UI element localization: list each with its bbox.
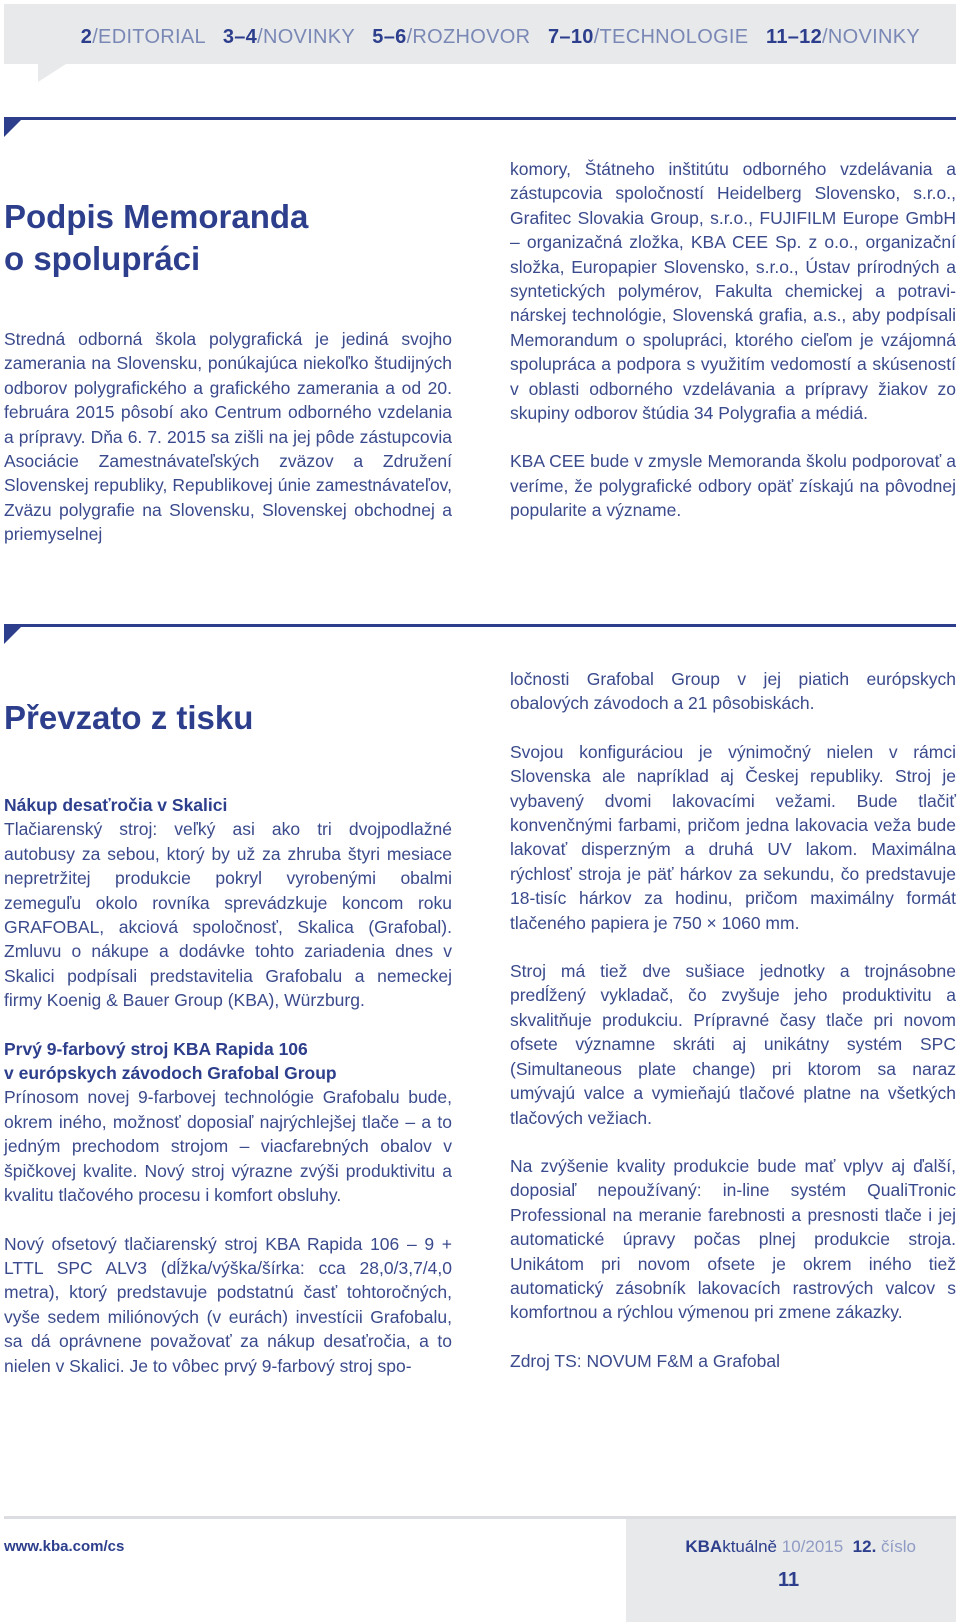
title-line: Podpis Memoranda xyxy=(4,198,309,235)
nav-item-technologie[interactable] xyxy=(536,26,748,48)
paragraph xyxy=(4,1037,452,1208)
nav-item-number: 2 xyxy=(80,26,93,48)
nav-item-label: /TECHNOLOGIE xyxy=(593,26,749,48)
paragraph: Stredná odborná škola polygrafická je jediná svojho zamerania na Slovensku, ponúkajúca niekoľko študijných odborov polygrafického a grafického zamerania a od 20. februára 2015 pôsobí ako Centrum odborného vzdelania a prípravy. Dňa 6. 7. 2015 sa zišli na jej pôde zástupcovia Asociácie Zamestnávateľských zväzov a Združení Slovenskej republiky, Republikovej únie zamestnávateľov, Zväzu polygrafie na Slovensku, Slovenskej obchodnej a priemyselnej xyxy=(4,329,452,545)
paragraph: komory, Štátneho inštitútu odborného vzdelávania a zástupcovia spoločností Heidelberg Slovensko, s.r.o., Grafitec Slovakia Group, s.r.o., FUJIFILM Europe GmbH – organizačná zložka, KBA CEE Sp. z o.o., organizační složka, Europapier Slovensko, s.r.o., Ústav prírodných a syntetických polymérov, Fakulta chemickej a potravinárskej technológie, Slovenská grafia, a.s., aby podpísali Memorandum o spolupráci, ktorého cieľom je vzájomná spolupráca a podpora s využitím vedomostí a skúseností v oblasti odborného vzdelávania a prípravy žiakov zo skupiny odborov štúdia 34 Polygrafia a médiá. xyxy=(510,159,956,424)
section-navigation-bar xyxy=(4,4,956,64)
article-title-prevzato: Převzato z tisku xyxy=(4,699,254,736)
brand-kba: KBA xyxy=(685,1537,723,1556)
section-divider xyxy=(4,117,956,120)
issue-label: číslo xyxy=(881,1537,916,1556)
memorandum-right-column xyxy=(510,157,956,523)
footer-issue-box xyxy=(626,1519,956,1622)
nav-item-number: 3–4 xyxy=(222,26,258,48)
issue-date: 10/2015 xyxy=(781,1537,844,1556)
subheading: Nákup desaťročia v Skalici xyxy=(4,795,228,815)
subheading: v európskych závodoch Grafobal Group xyxy=(4,1063,337,1084)
nav-item-label: /NOVINKY xyxy=(822,26,920,48)
nav-item-number: 7–10 xyxy=(547,26,594,48)
paragraph: Svojou konfiguráciou je výnimočný nielen v rámci Slovenska ale napríklad aj Českej republiky. Stroj je vybavený dvomi lakovacími vežami. Bude tlačiť konvenčnými farbami, pričom jedna lakovacia veža bude lakovať disperzným a druhá UV lakom. Maximálna rýchlosť stroja je päť hárkov za sekundu, čo predstavuje 18-tisíc hárkov za hodinu, pričom maximálny formát tlačeného papiera je 750 × 1060 mm. xyxy=(510,741,956,933)
paragraph: ločnosti Grafobal Group v jej piatich európskych obalových závodoch a 21 pôsobiskách. xyxy=(510,669,956,714)
subheading: Prvý 9-farbový stroj KBA Rapida 106 xyxy=(4,1038,308,1059)
paragraph: Nový ofsetový tlačiarenský stroj KBA Rapida 106 – 9 + LTTL SPC ALV3 (dĺžka/výška/šírka: cca 28,0/3,7/4,0 metra), ktorý predstavuje podstatnú časť tohtoročných, vyše sedem miliónových (v eurách) investícii Grafobalu, sa dá oprávnene považovať za nákup desaťročia, a to nielen v Skalici. Je to vôbec prvý 9-farbový stroj spo- xyxy=(4,1233,452,1376)
page-number: 11 xyxy=(778,1569,800,1591)
section-divider-corner xyxy=(4,117,24,137)
nav-item-rozhovor[interactable] xyxy=(361,26,531,48)
paragraph xyxy=(4,793,452,1013)
paragraph: Na zvýšenie kvality produkcie bude mať vplyv aj ďalší, doposiaľ nepoužívaný: in-line systém QualiTronic Professional na meranie farebnosti a presnosti tlače i jej automatické úpravy počas plnej produkcie stroja. Unikátom pri novom ofsete je okrem iného tiež automatický zásobník lakovacích rastrových valcov s komfortnou a rýchlou výmenou pri zmene zákazky. xyxy=(510,1155,956,1323)
brand-name-rest: ktuálně xyxy=(722,1537,778,1556)
article-title-memorandum xyxy=(4,196,308,280)
nav-bar-pointer xyxy=(38,64,66,82)
section-divider xyxy=(4,624,956,627)
section-divider-corner xyxy=(4,624,24,644)
press-left-column xyxy=(4,793,452,1378)
memorandum-left-column xyxy=(4,327,452,547)
nav-item-label: /ROZHOVOR xyxy=(406,26,531,48)
footer-website-link[interactable]: www.kba.com/cs xyxy=(4,1538,125,1555)
issue-number: 12. xyxy=(852,1537,877,1556)
nav-item-novinky[interactable] xyxy=(211,26,355,48)
paragraph-text: Tlačiarenský stroj: veľký asi ako tri dvojpodlažné autobusy za sebou, ktorý by už za zhruba štyri mesiace nepretržitej produkcie pokryl vyrobenými obalmi zemeguľu okolo rovníka sprevádzkuje koncom roku GRAFOBAL, akciová spoločnosť, Skalica (Grafobal). Zmluvu o nákupe a dodávke tohto zariadenia dnes v Skalici podpísali predstavitelia Grafobalu a nemeckej firmy Koenig & Bauer Group (KBA), Würzburg. xyxy=(4,819,452,1011)
source-credit: Zdroj TS: NOVUM F&M a Grafobal xyxy=(510,1350,781,1371)
press-right-column xyxy=(510,667,956,1373)
nav-item-novinky-2[interactable] xyxy=(754,26,920,48)
nav-item-number: 11–12 xyxy=(766,26,823,48)
nav-item-label: /NOVINKY xyxy=(257,26,355,48)
footer-publication-info xyxy=(685,1537,916,1557)
nav-item-label: /EDITORIAL xyxy=(92,26,206,48)
paragraph-text: Prínosom novej 9-farbovej technológie Grafobalu bude, okrem iného, možnosť doposiaľ najrýchlejšej tlače – a to jedným prechodom strojom – viacfarebných obalov v špičkovej kvalite. Nový stroj výrazne zvýši produktivitu a kvalitu tlačového procesu i komfort obsluhy. xyxy=(4,1087,452,1206)
nav-item-editorial[interactable] xyxy=(81,26,205,48)
paragraph: KBA CEE bude v zmysle Memoranda školu podporovať a veríme, že polygrafické odbory opäť získajú na pôvodnej popularite a význame. xyxy=(510,451,956,521)
title-line: o spolupráci xyxy=(4,240,201,277)
section-nav-list xyxy=(81,26,920,49)
paragraph: Stroj má tiež dve sušiace jednotky a trojnásobne predĺžený vykladač, čo zvyšuje jeho produktivitu a skvalitňuje produkciu. Prípravné časy tlače pri novom ofsete významne skráti aj unikátny systém SPC (Simultaneous plate change) pri ktorom sa naraz umývajú valce a vymieňajú tlačové platne na všetkých tlačových vežiach. xyxy=(510,961,956,1128)
nav-item-number: 5–6 xyxy=(372,26,407,48)
